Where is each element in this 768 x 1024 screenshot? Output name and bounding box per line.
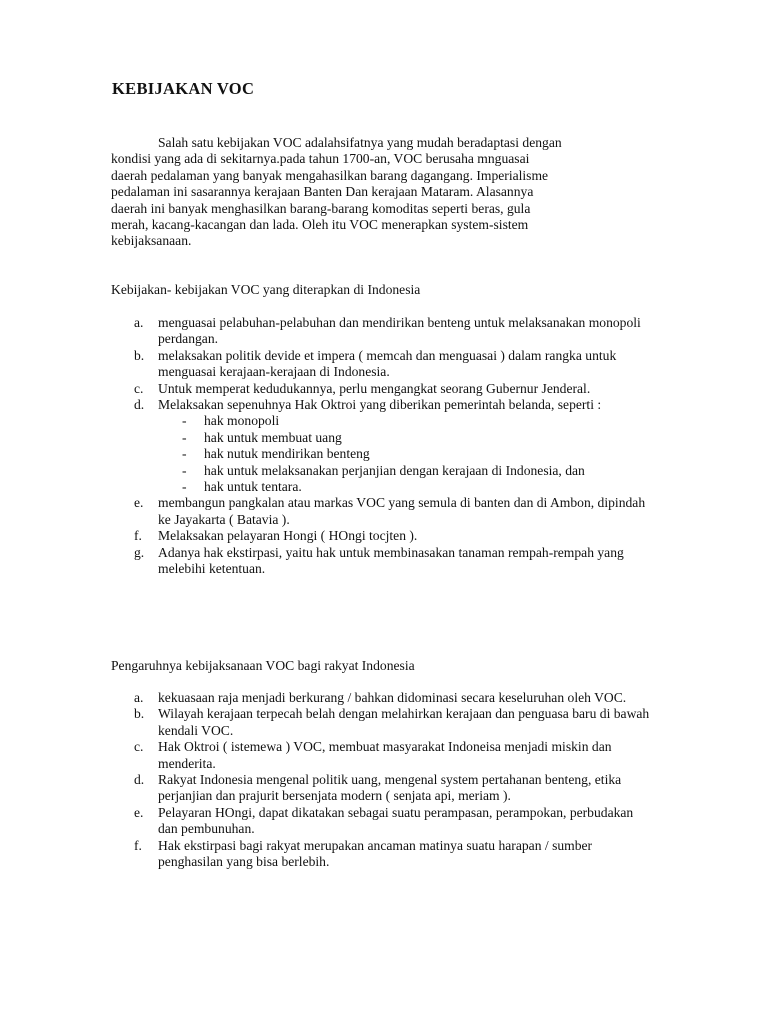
intro-line: daerah pedalaman yang banyak mengahasilkan barang dagangang. Imperialisme <box>111 167 549 183</box>
effects-list <box>134 690 654 870</box>
list-marker: e. <box>134 804 144 820</box>
sub-list-item: - hak monopoli <box>182 413 280 429</box>
list-item <box>134 397 654 495</box>
sub-list-item-text: hak untuk membuat uang <box>204 429 342 445</box>
list-item-text: Melaksakan pelayaran Hongi ( HOngi tocjten ). <box>158 528 418 544</box>
list-marker: b. <box>134 347 145 363</box>
intro-line: pedalaman ini sasarannya kerajaan Banten Dan kerajaan Mataram. Alasannya <box>111 184 534 200</box>
list-item <box>134 495 654 528</box>
list-item-text: membangun pangkalan atau markas VOC yang semula di banten dan di Ambon, dipindah ke Jayakarta ( Batavia ). <box>158 495 646 527</box>
list-item <box>134 690 654 706</box>
sub-list-item: - hak untuk membuat uang <box>182 429 342 445</box>
list-item-text: Untuk memperat kedudukannya, perlu mengangkat seorang Gubernur Jenderal. <box>158 380 591 396</box>
sub-list-item: - hak nutuk mendirikan benteng <box>182 446 370 462</box>
list-marker: e. <box>134 495 144 511</box>
intro-line: daerah ini banyak menghasilkan barang-barang komoditas seperti beras, gula <box>111 200 531 216</box>
list-item-text: Pelayaran HOngi, dapat dikatakan sebagai suatu perampasan, perampokan, perbudakan dan pembunuhan. <box>158 804 634 837</box>
list-marker: f. <box>134 837 142 853</box>
document-title: KEBIJAKAN VOC <box>112 79 255 98</box>
sub-list-item: - hak untuk tentara. <box>182 479 302 495</box>
list-marker: c. <box>134 739 144 755</box>
list-item-text: Hak Oktroi ( istemewa ) VOC, membuat masyarakat Indoneisa menjadi miskin dan menderita. <box>158 739 612 771</box>
list-item <box>134 739 654 772</box>
list-item-text: melaksakan politik devide et impera ( memcah dan menguasai ) dalam rangka untuk menguasai kerajaan-kerajaan di Indonesia. <box>158 347 617 380</box>
list-marker: d. <box>134 397 145 413</box>
section-heading-effects: Pengaruhnya kebijaksanaan VOC bagi rakyat Indonesia <box>111 658 415 673</box>
list-item <box>134 805 654 838</box>
list-marker: g. <box>134 544 145 560</box>
sub-list-item-text: hak monopoli <box>204 413 280 429</box>
list-item <box>134 348 654 381</box>
list-item-text: Adanya hak ekstirpasi, yaitu hak untuk membinasakan tanaman rempah-rempah yang melebihi ketentuan. <box>158 544 624 577</box>
list-marker: a. <box>134 315 144 330</box>
list-item-text: Melaksakan sepenuhnya Hak Oktroi yang diberikan pemerintah belanda, seperti : <box>158 397 602 413</box>
sub-list-item-text: hak untuk melaksanakan perjanjian dengan kerajaan di Indonesia, dan <box>204 462 585 478</box>
policies-list <box>134 315 654 578</box>
intro-line: kebijaksanaan. <box>111 233 192 249</box>
sub-list-item-text: hak untuk tentara. <box>204 479 302 495</box>
list-item-text: Wilayah kerajaan terpecah belah dengan melahirkan kerajaan dan penguasa baru di bawah kendali VOC. <box>158 706 650 738</box>
intro-line: merah, kacang-kacangan dan lada. Oleh itu VOC menerapkan system-sistem <box>111 217 529 233</box>
hak-oktroi-sublist <box>158 413 654 495</box>
intro-paragraph <box>111 135 656 250</box>
section-heading-policies: Kebijakan- kebijakan VOC yang diterapkan di Indonesia <box>111 282 421 297</box>
list-marker: c. <box>134 380 144 396</box>
list-item-text: Rakyat Indonesia mengenal politik uang, mengenal system pertahanan benteng, etika perjanjian dan prajurit bersenjata modern ( senjata api, meriam ). <box>158 772 622 804</box>
list-marker: b. <box>134 706 145 722</box>
list-item <box>134 838 654 871</box>
sub-list-item: - hak untuk melaksanakan perjanjian dengan kerajaan di Indonesia, dan <box>182 462 585 478</box>
list-item <box>134 772 654 805</box>
list-marker: a. <box>134 690 144 705</box>
list-marker: d. <box>134 772 145 788</box>
intro-line: Salah satu kebijakan VOC adalahsifatnya yang mudah beradaptasi dengan <box>158 135 562 150</box>
list-item-text: kekuasaan raja menjadi berkurang / bahkan didominasi secara keseluruhan oleh VOC. <box>158 690 627 705</box>
list-item <box>134 528 654 544</box>
intro-line: kondisi yang ada di sekitarnya.pada tahun 1700-an, VOC berusaha mnguasai <box>111 151 530 167</box>
list-item <box>134 545 654 578</box>
list-marker: f. <box>134 528 142 544</box>
list-item-text: Hak ekstirpasi bagi rakyat merupakan ancaman matinya suatu harapan / sumber penghasilan yang bisa berlebih. <box>158 837 593 870</box>
list-item <box>134 315 654 348</box>
list-item-text: menguasai pelabuhan-pelabuhan dan mendirikan benteng untuk melaksanakan monopoli perdangan. <box>158 315 641 347</box>
list-item <box>134 706 654 739</box>
sub-list-item-text: hak nutuk mendirikan benteng <box>204 446 370 462</box>
list-item <box>134 381 654 397</box>
